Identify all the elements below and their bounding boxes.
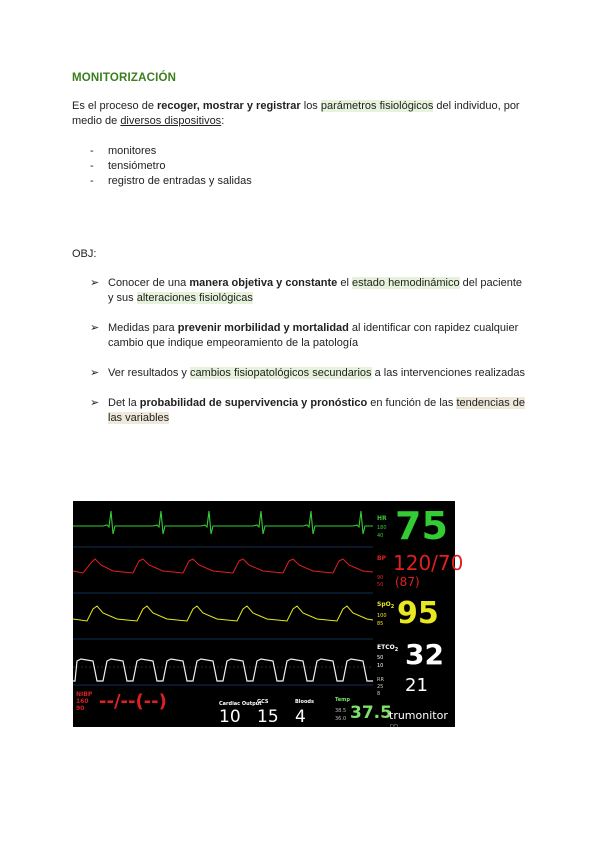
intro-highlight: parámetros fisiológicos [320,100,434,112]
objective-text: Medidas para [108,322,178,334]
spo2-value: 95 [397,596,439,631]
etco2-label-text: ETCO [377,644,395,651]
objectives-heading: OBJ: [72,248,97,260]
objective-text: Det la [108,397,140,409]
temp-high-limit: 38.5 [335,708,347,714]
arrow-bullet-icon: ➢ [90,397,100,409]
bloods-label: Bloods [295,699,314,705]
etco2-trace [73,659,373,681]
temp-value: 37.5 [350,703,392,723]
arrow-bullet-icon: ➢ [90,367,100,379]
spo2-high-limit: 100 [377,613,387,619]
intro-paragraph [72,99,532,129]
bp-label: BP [377,555,386,562]
arrow-bullet-icon: ➢ [90,277,100,289]
etco2-high-limit: 50 [377,655,384,661]
hr-label: HR [377,515,387,522]
rr-label: RR [377,677,384,683]
hr-high-limit: 180 [377,525,387,531]
objective-item [90,396,530,426]
spo2-label-text: SpO [377,601,391,608]
trumonitor-logo [389,709,455,735]
objectives-list [90,276,530,441]
spo2-trace [73,606,373,621]
objective-text: Conocer de una [108,277,190,289]
nibp-label: NIBP [76,691,93,698]
rr-low-limit: 8 [377,691,381,697]
list-item: - registro de entradas y salidas [90,174,252,189]
objective-text: en función de las [367,397,457,409]
objective-text: el [337,277,352,289]
intro-bold: recoger, mostrar y registrar [157,100,301,112]
objective-bold: manera objetiva y constante [189,277,338,289]
arrow-bullet-icon: ➢ [90,322,100,334]
hr-value: 75 [395,504,448,548]
objective-text: Ver resultados y [108,367,190,379]
cardiac-output-label: Cardiac Output [219,701,262,707]
brand-text: trumonitor [389,709,448,722]
bp-trace [73,559,373,573]
rr-high-limit: 25 [377,684,384,690]
gcs-value: 15 [257,707,279,727]
nibp-value: --/--(--) [99,691,167,712]
objective-text: del paciente y sus [108,277,522,304]
devices-list [90,144,252,189]
objective-bold: prevenir morbilidad y mortalidad [177,322,349,334]
bp-high-limit: 90 [377,575,384,581]
intro-underline: diversos dispositivos [120,115,222,127]
objective-highlight: cambios fisiopatológicos secundarios [189,367,372,379]
bp-value: 120/70 [393,551,464,575]
spo2-label-sub: 2 [390,604,395,611]
etco2-label [377,644,398,653]
objective-item [90,276,530,306]
objective-highlight: alteraciones fisiológicas [136,292,253,304]
bp-low-limit: 50 [377,582,384,588]
list-item: - monitores [90,144,252,159]
patient-monitor-image [73,501,464,735]
hr-low-limit: 40 [377,533,384,539]
spo2-low-limit: 85 [377,621,384,627]
page-title: MONITORIZACIÓN [72,72,177,84]
objective-text: al identificar con rapidez cualquier cambio que indique empeoramiento de la patología [108,322,519,349]
objective-text: a las intervenciones realizadas [371,367,526,379]
etco2-low-limit: 10 [377,663,384,669]
intro-text: Es el proceso de [72,100,157,112]
heart-icon: ♡ [389,722,399,735]
cardiac-output-value: 10 [219,707,241,727]
objective-highlight: estado hemodinámico [351,277,460,289]
objective-bold: probabilidad de supervivencia y pronóstico [139,397,368,409]
temp-low-limit: 36.0 [335,716,347,722]
nibp-label-block [76,691,92,712]
spo2-label [377,601,394,610]
intro-text: los [300,100,321,112]
ecg-trace [73,511,373,534]
temp-label: Temp [335,697,350,703]
intro-text: del individuo, por medio de [72,100,520,127]
objective-item [90,321,530,351]
gcs-label: GCS [257,699,269,705]
bloods-value: 4 [295,707,306,727]
rr-value: 21 [405,675,428,696]
intro-text: : [221,115,225,127]
nibp-low-limit: 90 [76,705,85,712]
etco2-label-sub: 2 [394,647,399,654]
etco2-value: 32 [405,638,444,671]
list-item: - tensiómetro [90,159,252,174]
objective-item [90,366,530,381]
nibp-high-limit: 160 [76,698,89,705]
bp-mean-value: (87) [395,575,420,589]
objective-highlight: tendencias de las variables [108,397,525,424]
